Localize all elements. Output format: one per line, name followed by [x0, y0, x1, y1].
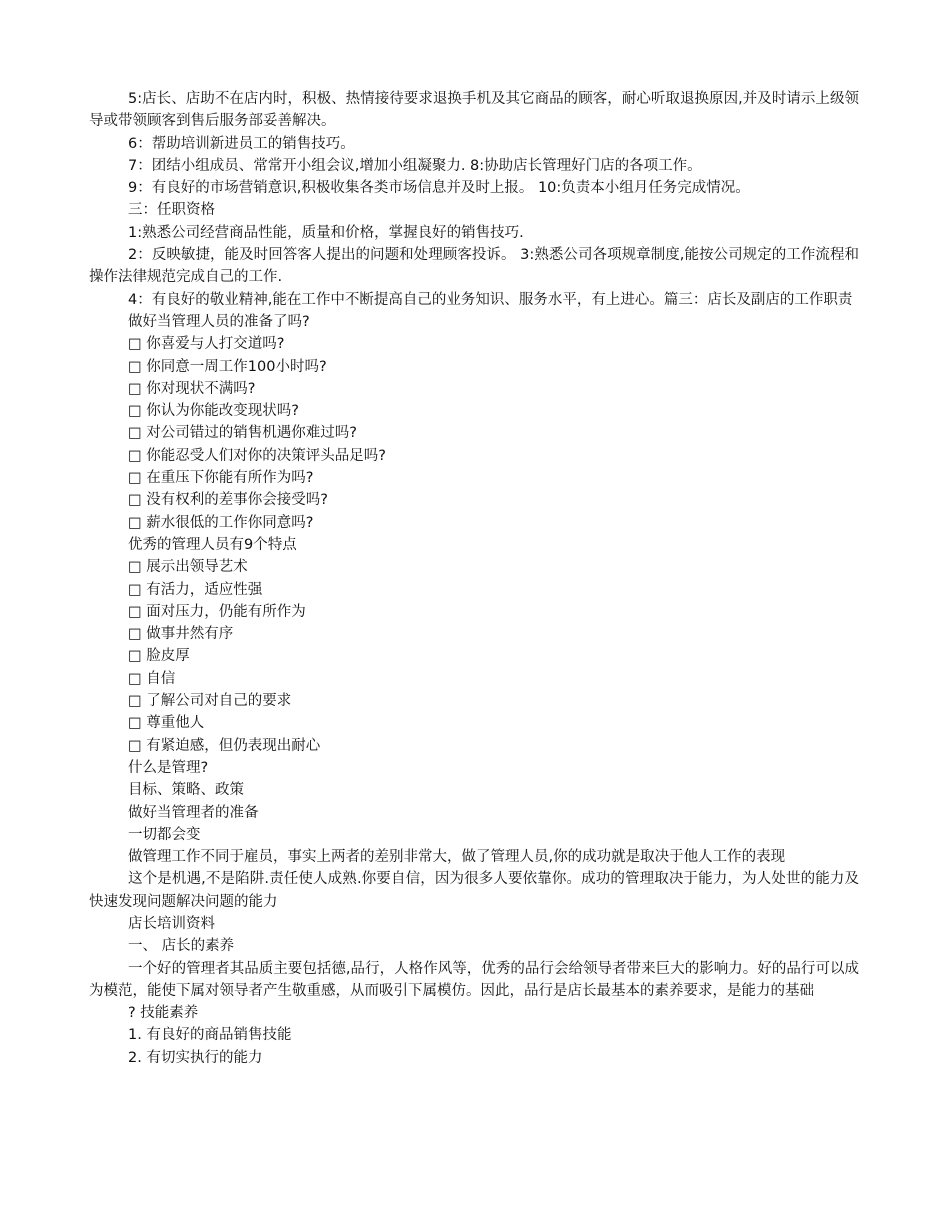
line-what-is-management: 什么是管理? [128, 759, 209, 776]
question-item: □ 你认为你能改变现状吗? [128, 403, 300, 420]
paragraph-qual-2-3: 2：反映敏捷，能及时回答客人提出的问题和处理顾客投诉。 3:熟悉公司各项规章制度,能按公司规定的工作流程和操作法律规范完成自己的工作. [89, 247, 859, 286]
features-heading: 优秀的管理人员有9个特点 [128, 536, 297, 553]
feature-item: □ 了解公司对自己的要求 [128, 693, 292, 710]
feature-item: □ 有紧迫感，但仍表现出耐心 [128, 737, 321, 754]
document-page [89, 88, 859, 1069]
paragraph-qual-4: 4：有良好的敬业精神,能在工作中不断提高自己的业务知识、服务水平，有上进心。篇三：店长及副店的工作职责 [128, 291, 853, 308]
paragraph-opportunity: 这个是机遇,不是陷阱.责任使人成熟.你要自信，因为很多人要依靠你。成功的管理取决于能力，为人处世的能力及快速发现问题解决问题的能力 [89, 871, 859, 910]
feature-item: □ 自信 [128, 670, 176, 687]
feature-item: □ 做事井然有序 [128, 626, 234, 643]
line-prepare: 做好当管理者的准备 [128, 804, 259, 821]
line-everything-changes: 一切都会变 [128, 826, 201, 843]
skill-item: 2. 有切实执行的能力 [128, 1049, 263, 1066]
question-item: □ 对公司错过的销售机遇你难过吗? [128, 425, 358, 442]
questions-heading: 做好当管理人员的准备了吗? [128, 313, 310, 330]
question-item: □ 你同意一周工作100小时吗? [128, 358, 327, 375]
section-heading-qualifications: 三：任职资格 [128, 202, 215, 219]
paragraph-item-5: 5:店长、店助不在店内时，积极、热情接待要求退换手机及其它商品的顾客，耐心听取退换原因,并及时请示上级领导或带领顾客到售后服务部妥善解决。 [89, 91, 859, 130]
question-item: □ 薪水很低的工作你同意吗? [128, 514, 314, 531]
paragraph-management-vs-employee: 做管理工作不同于雇员，事实上两者的差别非常大，做了管理人员,你的成功就是取决于他人工作的表现 [128, 849, 786, 866]
paragraph-character: 一个好的管理者其品质主要包括德,品行，人格作风等，优秀的品行会给领导者带来巨大的影响力。好的品行可以成为模范，能使下属对领导者产生敬重感，从而吸引下属模仿。因此，品行是店长最基本的素养要求，是能力的基础 [89, 960, 859, 999]
question-item: □ 没有权利的差事你会接受吗? [128, 492, 329, 509]
feature-item: □ 面对压力，仍能有所作为 [128, 603, 306, 620]
line-skill-qualities: ? 技能素养 [128, 1005, 199, 1022]
line-goals: 目标、策略、政策 [128, 782, 244, 799]
paragraph-item-9-10: 9：有良好的市场营销意识,积极收集各类市场信息并及时上报。 10:负责本小组月任务完成情况。 [128, 180, 750, 197]
question-item: □ 在重压下你能有所作为吗? [128, 470, 314, 487]
skill-item: 1. 有良好的商品销售技能 [128, 1027, 292, 1044]
paragraph-qual-1: 1:熟悉公司经营商品性能，质量和价格，掌握良好的销售技巧. [128, 224, 524, 241]
feature-item: □ 脸皮厚 [128, 648, 190, 665]
feature-item: □ 有活力，适应性强 [128, 581, 263, 598]
question-item: □ 你喜爱与人打交道吗? [128, 336, 285, 353]
feature-item: □ 尊重他人 [128, 715, 205, 732]
paragraph-item-6: 6：帮助培训新进员工的销售技巧。 [128, 135, 355, 152]
section-heading-store-manager-qualities: 一、 店长的素养 [128, 938, 235, 955]
line-training-material: 店长培训资料 [128, 915, 215, 932]
question-item: □ 你能忍受人们对你的决策评头品足吗? [128, 447, 387, 464]
question-item: □ 你对现状不满吗? [128, 380, 256, 397]
paragraph-item-7-8: 7：团结小组成员、常常开小组会议,增加小组凝聚力. 8:协助店长管理好门店的各项工作。 [128, 157, 702, 174]
feature-item: □ 展示出领导艺术 [128, 559, 248, 576]
